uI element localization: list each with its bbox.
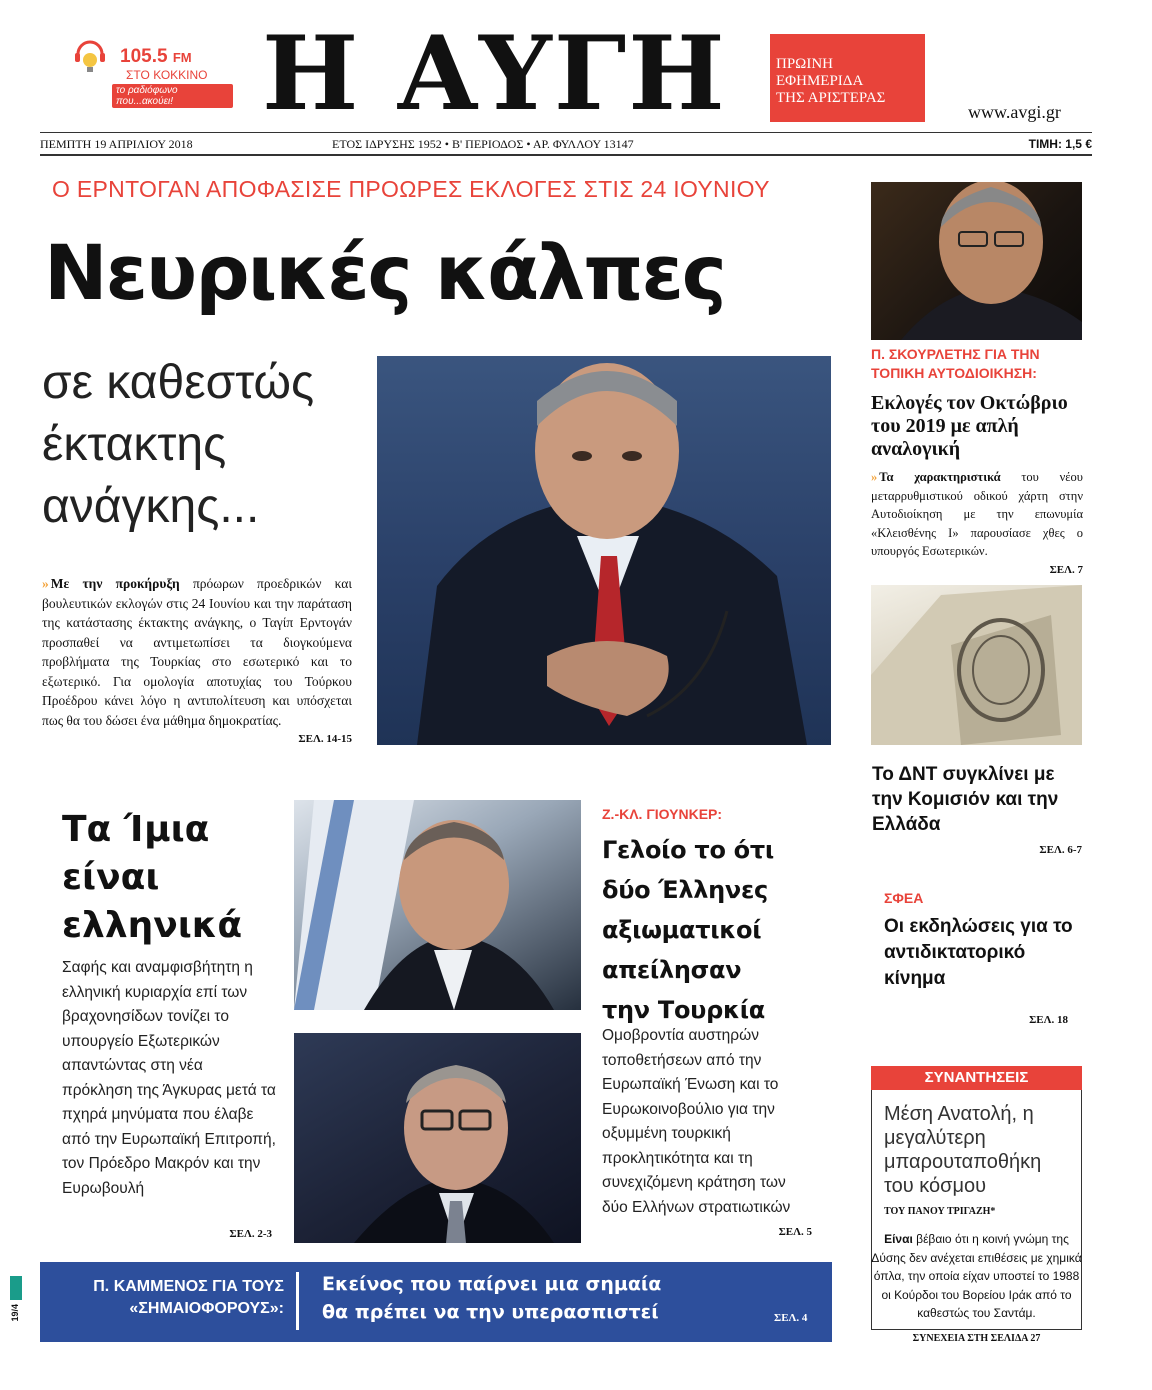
meetings-continued[interactable]: ΣΥΝΕΧΕΙΑ ΣΤΗ ΣΕΛΙΔΑ 27 bbox=[912, 1333, 1041, 1344]
skourletis-headline[interactable]: Εκλογές τον Οκτώβριο του 2019 με απλή αναλογική bbox=[871, 392, 1068, 460]
newspaper-title[interactable]: Η ΑΥΓΗ bbox=[262, 14, 727, 134]
juncker-headline-line-5: την Τουρκία bbox=[602, 996, 765, 1024]
imia-headline-line-3: ελληνικά bbox=[62, 905, 243, 946]
juncker-headline[interactable] bbox=[602, 830, 832, 1030]
sfea-kicker[interactable]: ΣΦΕΑ bbox=[884, 890, 924, 906]
bullet-chevron-icon: » bbox=[42, 576, 47, 591]
lead-subhead-line-2: έκτακτης bbox=[42, 418, 227, 471]
meetings-body-text: βέβαιο ότι η κοινή γνώμη της Δύσης δεν ανέχεται επιθέσεις με χημικά όπλα, την οποία είχαν υποστεί το 1988 οι Κούρδοι του Βορείου Ιράκ από το καθεστώς του Σαντάμ. bbox=[871, 1232, 1082, 1320]
banner-divider bbox=[296, 1272, 299, 1330]
sfea-page-ref[interactable]: ΣΕΛ. 18 bbox=[1029, 1014, 1068, 1026]
skourletis-portrait-image bbox=[871, 182, 1082, 340]
radio-frequency: 105.5 bbox=[120, 46, 168, 67]
erdogan-portrait-image bbox=[377, 356, 831, 745]
skourletis-photo[interactable] bbox=[871, 182, 1082, 340]
banner-kicker bbox=[52, 1276, 284, 1320]
side-date: 19/4 bbox=[10, 1304, 20, 1322]
lead-body-text: πρόωρων προεδρικών και βουλευτικών εκλογών στις 24 Ιουνίου και την παράταση της κατάστασης έκτακτης ανάγκης, ο Ταγίπ Ερντογάν προσπαθεί να αντιμετωπίσει τα διογκούμενα προβλήματα της Τουρκίας στο εσωτερικό και το εξωτερικό. Για ομολογία αποτυχίας του Τούρκου Προέδρου κάνει λόγο η αντιπολίτευση και υπόσχεται πως θα του δώσει ένα μάθημα δημοκρατίας. bbox=[42, 576, 353, 728]
lead-subheadline bbox=[42, 352, 372, 538]
juncker-headline-line-1: Γελοίο το ότι bbox=[602, 836, 774, 864]
juncker-body: Ομοβροντία αυστηρών τοποθετήσεων από την Ευρωπαϊκή Ένωση και το Ευρωκοινοβούλιο για την οξυμμένη τουρκική προκλητικότητα και τη συνεχιζόμενη κράτηση των δύο Ελλήνων στρατιωτικών bbox=[602, 1027, 791, 1216]
banner-quote bbox=[322, 1270, 742, 1326]
imia-headline-line-1: Τα Ίμια bbox=[62, 809, 210, 850]
banner-page-ref[interactable]: ΣΕΛ. 4 bbox=[774, 1312, 808, 1324]
slogan-line-3: ΤΗΣ ΑΡΙΣΤΕΡΑΣ bbox=[776, 90, 886, 106]
lead-body-bold: Με την προκήρυξη bbox=[50, 576, 180, 591]
slogan-line-2: ΕΦΗΜΕΡΙΔΑ bbox=[776, 73, 864, 89]
juncker-headline-line-3: αξιωματικοί bbox=[602, 916, 762, 944]
erdogan-photo[interactable] bbox=[377, 356, 831, 745]
banner-quote-line-2: θα πρέπει να την υπερασπιστεί bbox=[322, 1301, 659, 1323]
radio-fm-label: FM bbox=[172, 50, 192, 65]
imf-headline[interactable]: Το ΔΝΤ συγκλίνει με την Κομισιόν και την Ελλάδα bbox=[872, 764, 1059, 835]
imia-body: Σαφής και αναμφισβήτητη η ελληνική κυριαρχία επί των βραχονησίδων τονίζει το υπουργείο Εξωτερικών απαντώντας στη νέα πρόκληση της Άγκυρας μετά τα πχηρά μηνύματα που έλαβε από την Ευρωπαϊκή Επιτροπή, τον Πρόεδρο Μακρόν και την Ευρωβουλή bbox=[62, 959, 276, 1197]
imia-headline-line-2: είναι bbox=[62, 857, 160, 898]
juncker-photo[interactable] bbox=[294, 1033, 581, 1243]
banner-kicker-line-1: Π. ΚΑΜΜΕΝΟΣ ΓΙΑ ΤΟΥΣ bbox=[93, 1278, 284, 1295]
side-date-strip bbox=[10, 1276, 22, 1332]
imf-page-ref[interactable]: ΣΕΛ. 6-7 bbox=[1039, 844, 1082, 856]
juncker-headline-line-4: απείλησαν bbox=[602, 956, 742, 984]
skourletis-kicker[interactable]: Π. ΣΚΟΥΡΛΕΤΗΣ ΓΙΑ ΤΗΝ ΤΟΠΙΚΗ ΑΥΤΟΔΙΟΙΚΗΣΗ: bbox=[871, 346, 1040, 381]
lead-article-body bbox=[42, 574, 352, 750]
meetings-headline[interactable]: Μέση Ανατολή, η μεγαλύτερη μπαρουταποθήκη του κόσμου bbox=[884, 1103, 1042, 1197]
juncker-portrait-image bbox=[294, 1033, 581, 1243]
slogan-line-1: ΠΡΩΙΝΗ bbox=[776, 56, 833, 72]
juncker-page-ref[interactable]: ΣΕΛ. 5 bbox=[778, 1226, 812, 1238]
banner-kicker-line-2: «ΣΗΜΑΙΟΦΟΡΟΥΣ»: bbox=[129, 1300, 284, 1317]
imia-headline[interactable] bbox=[62, 806, 282, 950]
issue-price: ΤΙΜΗ: 1,5 € bbox=[1028, 137, 1092, 151]
sfea-headline[interactable]: Οι εκδηλώσεις για το αντιδικτατορικό κίνημα bbox=[884, 916, 1073, 989]
lead-page-ref[interactable]: ΣΕΛ. 14-15 bbox=[298, 733, 352, 745]
skourletis-body-text: του νέου μεταρρυθμιστικού οδικού χάρτη στην Αυτοδιοίκηση με την επωνυμία «Κλεισθένης Ι» παρουσίασε χθες ο υπουργός Εσωτερικών. bbox=[871, 470, 1083, 558]
juncker-headline-line-2: δύο Έλληνες bbox=[602, 876, 768, 904]
dateline-bar bbox=[40, 132, 1092, 156]
kotzias-portrait-image bbox=[294, 800, 581, 1010]
imf-building-seal-image bbox=[871, 585, 1082, 745]
radio-logo[interactable] bbox=[68, 36, 233, 107]
masthead-slogan-box bbox=[770, 34, 925, 122]
bullet-chevron-icon: » bbox=[871, 470, 876, 484]
website-url[interactable]: www.avgi.gr bbox=[968, 102, 1061, 122]
issue-date: ΠΕΜΠΤΗ 19 ΑΠΡΙΛΙΟΥ 2018 bbox=[40, 137, 193, 151]
radio-tagline: το ραδιόφωνο που...ακούει! bbox=[112, 84, 233, 108]
lead-subhead-line-1: σε καθεστώς bbox=[42, 356, 315, 409]
meetings-author: ΤΟΥ ΠΑΝΟΥ ΤΡΙΓΑΖΗ* bbox=[884, 1206, 996, 1217]
skourletis-body bbox=[871, 468, 1083, 579]
skourletis-page-ref[interactable]: ΣΕΛ. 7 bbox=[1049, 563, 1083, 576]
lead-subhead-line-3: ανάγκης... bbox=[42, 480, 260, 533]
radio-bulb-icon bbox=[74, 40, 106, 80]
imf-photo[interactable] bbox=[871, 585, 1082, 745]
lead-headline[interactable]: Νευρικές κάλπες bbox=[44, 228, 725, 317]
meetings-body bbox=[871, 1230, 1082, 1323]
issue-info: ΕΤΟΣ ΙΔΡΥΣΗΣ 1952 • Β' ΠΕΡΙΟΔΟΣ • ΑΡ. ΦΥΛΛΟΥ 13147 bbox=[332, 137, 634, 151]
radio-station-name: ΣΤΟ ΚΟΚΚΙΝΟ bbox=[126, 68, 208, 82]
meetings-body-bold: Είναι bbox=[884, 1232, 913, 1246]
meetings-section-bar[interactable]: ΣΥΝΑΝΤΗΣΕΙΣ bbox=[871, 1066, 1082, 1090]
imia-page-ref[interactable]: ΣΕΛ. 2-3 bbox=[229, 1228, 272, 1240]
lead-kicker[interactable]: Ο ΕΡΝΤΟΓΑΝ ΑΠΟΦΑΣΙΣΕ ΠΡΟΩΡΕΣ ΕΚΛΟΓΕΣ ΣΤΙΣ 24 ΙΟΥΝΙΟΥ bbox=[52, 176, 770, 202]
skourletis-body-bold: Τα χαρακτηριστικά bbox=[879, 470, 1001, 484]
juncker-kicker[interactable]: Ζ.-ΚΛ. ΓΙΟΥΝΚΕΡ: bbox=[602, 806, 723, 822]
side-color-marker bbox=[10, 1276, 22, 1300]
banner-quote-line-1: Εκείνος που παίρνει μια σημαία bbox=[322, 1273, 662, 1295]
kotzias-photo[interactable] bbox=[294, 800, 581, 1010]
